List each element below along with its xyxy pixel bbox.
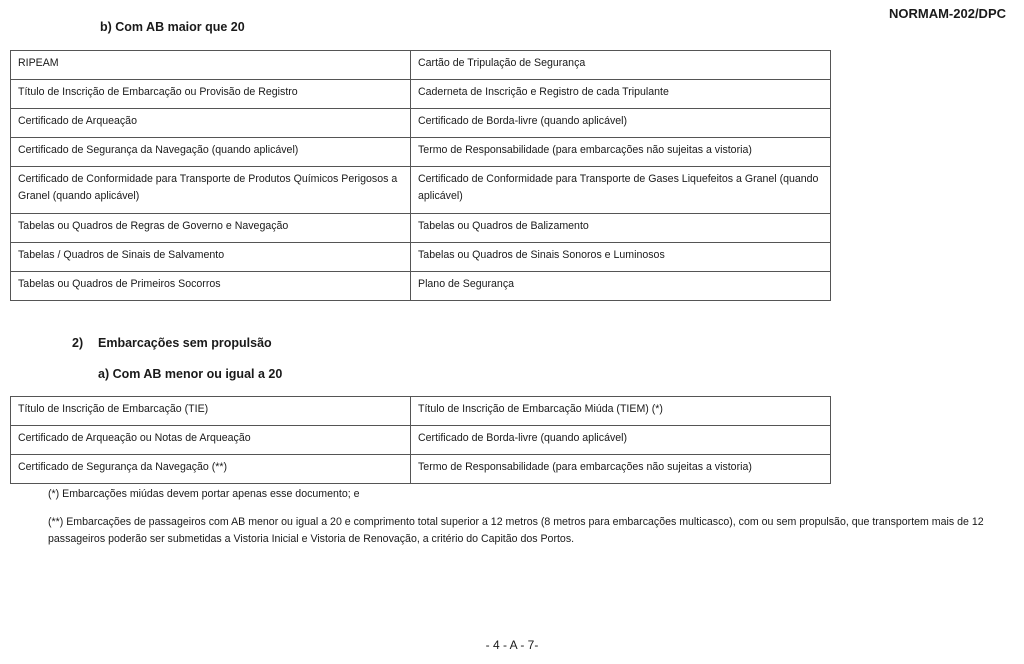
footnote-single-asterisk: (*) Embarcações miúdas devem portar apenas esse documento; e <box>48 488 360 500</box>
table-row <box>11 455 831 484</box>
table-cell: Certificado de Conformidade para Transporte de Produtos Químicos Perigosos a Granel (quando aplicável) <box>11 167 411 214</box>
table-row <box>11 243 831 272</box>
section-2-title: Embarcações sem propulsão <box>98 336 272 350</box>
section-b-heading: b) Com AB maior que 20 <box>100 20 245 34</box>
table-cell: Tabelas ou Quadros de Balizamento <box>411 214 831 243</box>
section-b-table <box>10 50 831 301</box>
table-row <box>11 426 831 455</box>
table-row <box>11 80 831 109</box>
table-row <box>11 109 831 138</box>
table-cell: Termo de Responsabilidade (para embarcações não sujeitas a vistoria) <box>411 138 831 167</box>
table-row <box>11 397 831 426</box>
table-cell: Título de Inscrição de Embarcação Miúda (TIEM) (*) <box>411 397 831 426</box>
table-cell: Tabelas / Quadros de Sinais de Salvamento <box>11 243 411 272</box>
page-number: - 4 - A - 7- <box>485 638 539 652</box>
table-cell: Certificado de Arqueação ou Notas de Arqueação <box>11 426 411 455</box>
section-2-heading <box>72 336 272 350</box>
table-cell: Certificado de Borda-livre (quando aplicável) <box>411 109 831 138</box>
section-a-table <box>10 396 831 484</box>
section-a-heading: a) Com AB menor ou igual a 20 <box>98 367 283 381</box>
table-cell: RIPEAM <box>11 51 411 80</box>
table-cell: Certificado de Borda-livre (quando aplicável) <box>411 426 831 455</box>
table-cell: Tabelas ou Quadros de Regras de Governo e Navegação <box>11 214 411 243</box>
table-row <box>11 272 831 301</box>
section-2-number: 2) <box>72 336 84 350</box>
table-cell: Título de Inscrição de Embarcação (TIE) <box>11 397 411 426</box>
table-cell: Título de Inscrição de Embarcação ou Provisão de Registro <box>11 80 411 109</box>
table-cell: Certificado de Segurança da Navegação (quando aplicável) <box>11 138 411 167</box>
table-cell: Tabelas ou Quadros de Primeiros Socorros <box>11 272 411 301</box>
table-cell: Cartão de Tripulação de Segurança <box>411 51 831 80</box>
table-cell: Tabelas ou Quadros de Sinais Sonoros e Luminosos <box>411 243 831 272</box>
table-cell: Plano de Segurança <box>411 272 831 301</box>
table-row <box>11 138 831 167</box>
document-code: NORMAM-202/DPC <box>888 6 1006 21</box>
table-row <box>11 214 831 243</box>
table-row <box>11 51 831 80</box>
table-cell: Certificado de Arqueação <box>11 109 411 138</box>
table-cell: Certificado de Segurança da Navegação (**) <box>11 455 411 484</box>
table-cell: Termo de Responsabilidade (para embarcações não sujeitas a vistoria) <box>411 455 831 484</box>
table-row <box>11 167 831 214</box>
footnote-double-asterisk: (**) Embarcações de passageiros com AB menor ou igual a 20 e comprimento total superior a 12 metros (8 metros para embarcações multicasco), com ou sem propulsão, que transportem mais de 12 passageiros poderão ser submetidas a Vistoria Inicial e Vistoria de Renovação, a critério do Capitão dos Portos. <box>48 516 984 545</box>
table-cell: Caderneta de Inscrição e Registro de cada Tripulante <box>411 80 831 109</box>
table-cell: Certificado de Conformidade para Transporte de Gases Liquefeitos a Granel (quando aplicável) <box>411 167 831 214</box>
